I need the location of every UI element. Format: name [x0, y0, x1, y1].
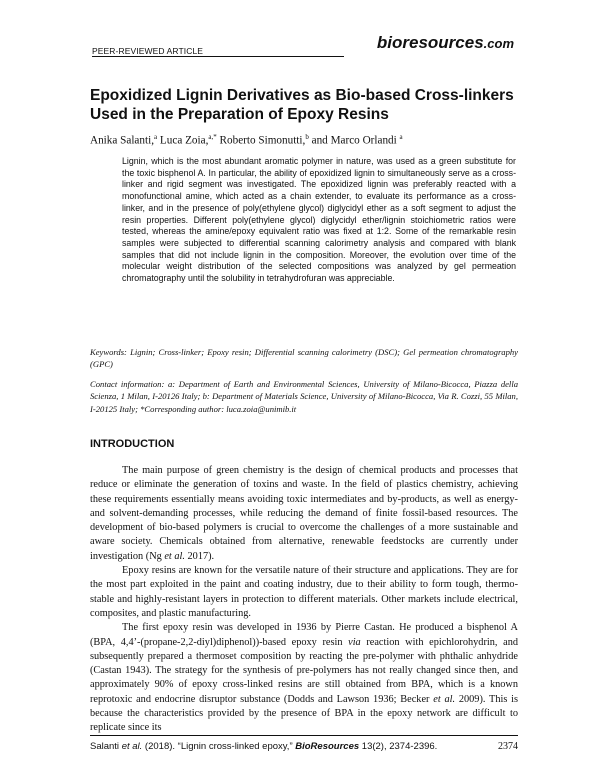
site-main: bioresources — [376, 33, 484, 52]
author-1: Anika Salanti, — [90, 134, 155, 147]
paragraph-3-via: via — [348, 636, 361, 648]
author-2-affil: a,* — [208, 133, 217, 141]
paper-title: Epoxidized Lignin Derivatives as Bio-based Cross-linkers Used in the Preparation of Epoxy Resins — [90, 87, 514, 123]
paragraph-1-etal: et al. — [164, 550, 185, 562]
paragraph-3-etal: et al. — [433, 693, 456, 705]
author-list — [90, 133, 520, 147]
header-rule — [92, 56, 344, 57]
author-2: Luca Zoia, — [157, 134, 209, 147]
paragraph-2: Epoxy resins are known for the versatile nature of their structure and applications. They are for the most part exploited in the paint and coating industry, due to their ability to form tough, thermo-stable and highly-resistant layers in protection to different materials. Other markets include electrical, composites, and plastic manufacturing. — [90, 565, 518, 619]
footer-etal: et al. — [121, 741, 143, 752]
paragraph-1-text: The main purpose of green chemistry is the design of chemical products and processes that reduce or eliminate the generation of toxins and waste. In the field of plastics chemistry, achieving these requirements essentially means avoiding toxic intermediates and by-products, as well as energy- and solvent-demanding processes, while reducing the demand of finite fossil-based resources. The development of bio-based polymers is crucial to overcome the challenges of a more sustainable and aware society. Chemicals obtained from alternative, renewable feedstocks are currently under investigation (Ng — [90, 465, 518, 562]
footer-author: Salanti — [90, 741, 122, 752]
section-heading: INTRODUCTION — [90, 438, 175, 450]
paragraph-3-text: The first epoxy resin was developed in 1936 by Pierre Castan. He produced a bisphenol A (BPA, 4,4’-(propane-2,2-diyl)diphenol))-based epoxy resin — [90, 622, 518, 648]
keywords: Keywords: Lignin; Cross-linker; Epoxy resin; Differential scanning calorimetry (DSC); Gel permeation chromatography (GPC) — [90, 347, 518, 369]
paragraph-1 — [90, 464, 518, 564]
site-suffix: .com — [483, 36, 514, 51]
page-number: 2374 — [498, 741, 518, 752]
abstract: Lignin, which is the most abundant aromatic polymer in nature, was used as a green substitute for the toxic bisphenol A. In particular, the ability of epoxidized lignin to simultaneously serve as a cross-linker and rigid segment was investigated. The epoxidized lignin was preferably reacted with a monofunctional amine, which acted as a chain extender, to evaluate its performance as a cross-linker, and in the presence of poly(ethylene glycol) diglycidyl ether as a soft segment to adjust the resin properties. Different poly(ethylene glycol) diglycidyl ether/lignin stoichiometric ratios were tested, whereas the amine/epoxy equivalent ratio was fixed at 1:2. Some of the remarkable resin samples were subjected to differential scanning calorimetry analysis and compared with blank samples that did not include lignin in the composition. Moreover, the evolution over time of the molecular weight distribution of the selected compositions was analyzed by gel permeation chromatography until the solubility in tetrahydrofuran was appreciable. — [122, 156, 516, 284]
paragraph-3 — [90, 621, 518, 735]
paragraph-3-end: 2009). This is because the characteristics provided by the presence of BPA in the epoxy network are difficult to replicate since its — [90, 693, 519, 734]
article-type-label: PEER-REVIEWED ARTICLE — [92, 46, 204, 56]
paragraph-1-end: 2017). — [184, 550, 215, 562]
author-3-affil: b — [305, 133, 309, 141]
journal-site-logo[interactable] — [377, 33, 514, 53]
footer-volume: 13(2), 2374-2396. — [359, 741, 438, 752]
footer-journal: BioResources — [295, 741, 360, 752]
author-1-affil: a — [154, 133, 158, 141]
contact-information: Contact information: a: Department of Earth and Environmental Sciences, University of Milano-Bicocca, Piazza della Scienza, 1 Milan, I-20126 Italy; b: Department of Materials Science, University of Milano-Bicocca, Via R. Cozzi, 55 Milan, I-20125 Italy; *Corresponding author: luca.zoia@unimib.it — [90, 379, 518, 414]
footer-rule — [90, 735, 518, 736]
paragraph-3-mid: reaction with epichlorohydrin, and subsequently prepared a thermoset composition by reacting the pre-polymer with phthalic anhydride (Castan 1943). The strategy for the synthesis of pre-polymers has not really changed since then, and approximately 90% of epoxy cross-linked resins are still obtained from BPA, which is a known reprotoxic and endocrine disruptor substance (Dodds and Lawson 1936; Becker — [90, 636, 518, 705]
footer-citation — [90, 741, 437, 752]
author-4: and Marco Orlandi — [308, 134, 397, 147]
author-4-affil: a — [399, 133, 403, 141]
author-3: Roberto Simonutti, — [216, 134, 306, 147]
body-text — [90, 464, 518, 736]
footer-title: (2018). “Lignin cross-linked epoxy,” — [142, 741, 296, 752]
